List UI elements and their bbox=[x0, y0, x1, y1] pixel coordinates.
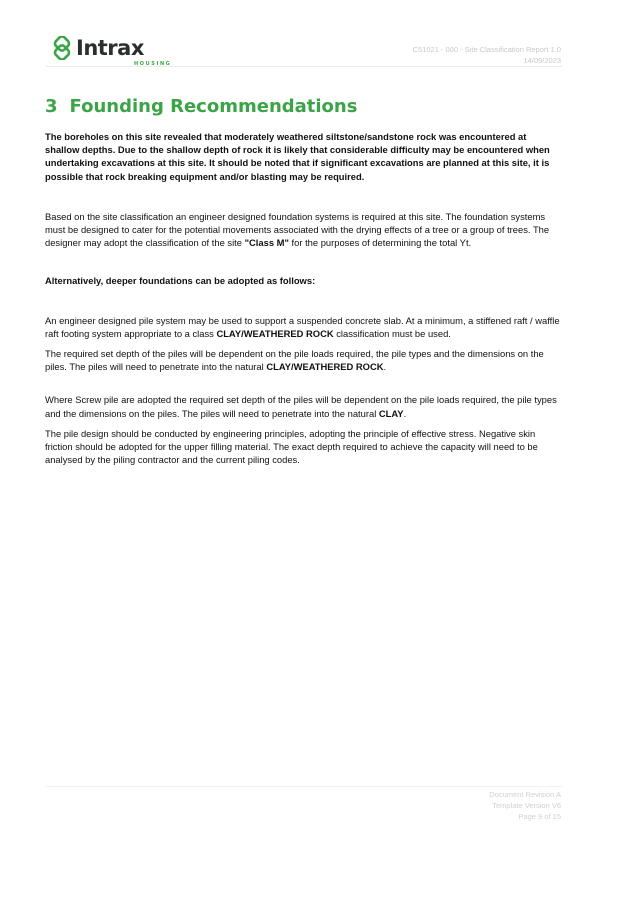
brand-subtitle: HOUSING bbox=[134, 61, 172, 67]
alternative-heading: Alternatively, deeper foundations can be adopted as follows: bbox=[45, 275, 316, 287]
intro-paragraph: The boreholes on this site revealed that moderately weathered siltstone/sandstone rock was encountered at shallow depths. Due to the shallow depth of rock it is likely that considerable difficulty may be encountered when undertaking excavations at this site. It should be noted that if significant excavations are planned at this site, it is possible that rock breaking equipment and/or blasting may be required. bbox=[45, 131, 550, 182]
pile-classification: CLAY/WEATHERED ROCK bbox=[216, 327, 334, 339]
document-revision: Document Revision A bbox=[489, 790, 561, 799]
section-number: 3 bbox=[45, 96, 58, 117]
pile-design-paragraph: The pile design should be conducted by engineering principles, adopting the principle of effective stress. Negative skin friction should be adopted for the upper filling material. The exact depth required to achieve the capacity will need to be analysed by the piling contractor and the current piling codes. bbox=[45, 427, 538, 466]
classification-paragraph: Based on the site classification an engineer designed foundation systems is required at this site. The foundation systems must be designed to cater for the potential movements associated with the drying effects of a tree or a group of trees. The designer may adopt the classification of the site "Class M" for the purposes of determining the total Yt. bbox=[45, 210, 550, 249]
page-number: Page 9 of 15 bbox=[518, 812, 561, 821]
document-date: 14/09/2023 bbox=[523, 56, 561, 65]
footer-divider bbox=[46, 786, 562, 787]
screw-pile-paragraph: Where Screw pile are adopted the required set depth of the piles will be dependent on the pile loads required, the pile types and the dimensions on the piles. The piles will need to penetrate into the natural CLAY. bbox=[45, 394, 557, 419]
footer-meta bbox=[489, 789, 561, 822]
document-reference: C51021 - 000 - Site Classification Report 1.0 bbox=[412, 45, 561, 54]
section-heading bbox=[45, 94, 563, 120]
pile-depth-material: CLAY/WEATHERED ROCK bbox=[266, 361, 384, 373]
pile-depth-paragraph: The required set depth of the piles will be dependent on the pile loads required, the pile types and the dimensions on the piles. The piles will need to penetrate into the natural CLAY/WEATHERED ROCK. bbox=[45, 348, 544, 373]
screw-pile-material: CLAY bbox=[378, 407, 404, 419]
header-divider bbox=[46, 66, 562, 67]
main-content bbox=[45, 94, 563, 466]
site-class: "Class M" bbox=[244, 237, 289, 249]
header-meta bbox=[413, 44, 561, 66]
intrax-logo bbox=[51, 36, 172, 68]
brand-name: Intrax bbox=[76, 36, 144, 60]
section-title: Founding Recommendations bbox=[69, 96, 358, 117]
pile-system-paragraph: An engineer designed pile system may be used to support a suspended concrete slab. At a minimum, a stiffened raft / waffle raft footing system appropriate to a class CLAY/WEATHERED ROCK classification must be used. bbox=[45, 314, 560, 339]
template-version: Template Version V6 bbox=[492, 801, 561, 810]
intrax-knot-icon bbox=[51, 36, 73, 60]
